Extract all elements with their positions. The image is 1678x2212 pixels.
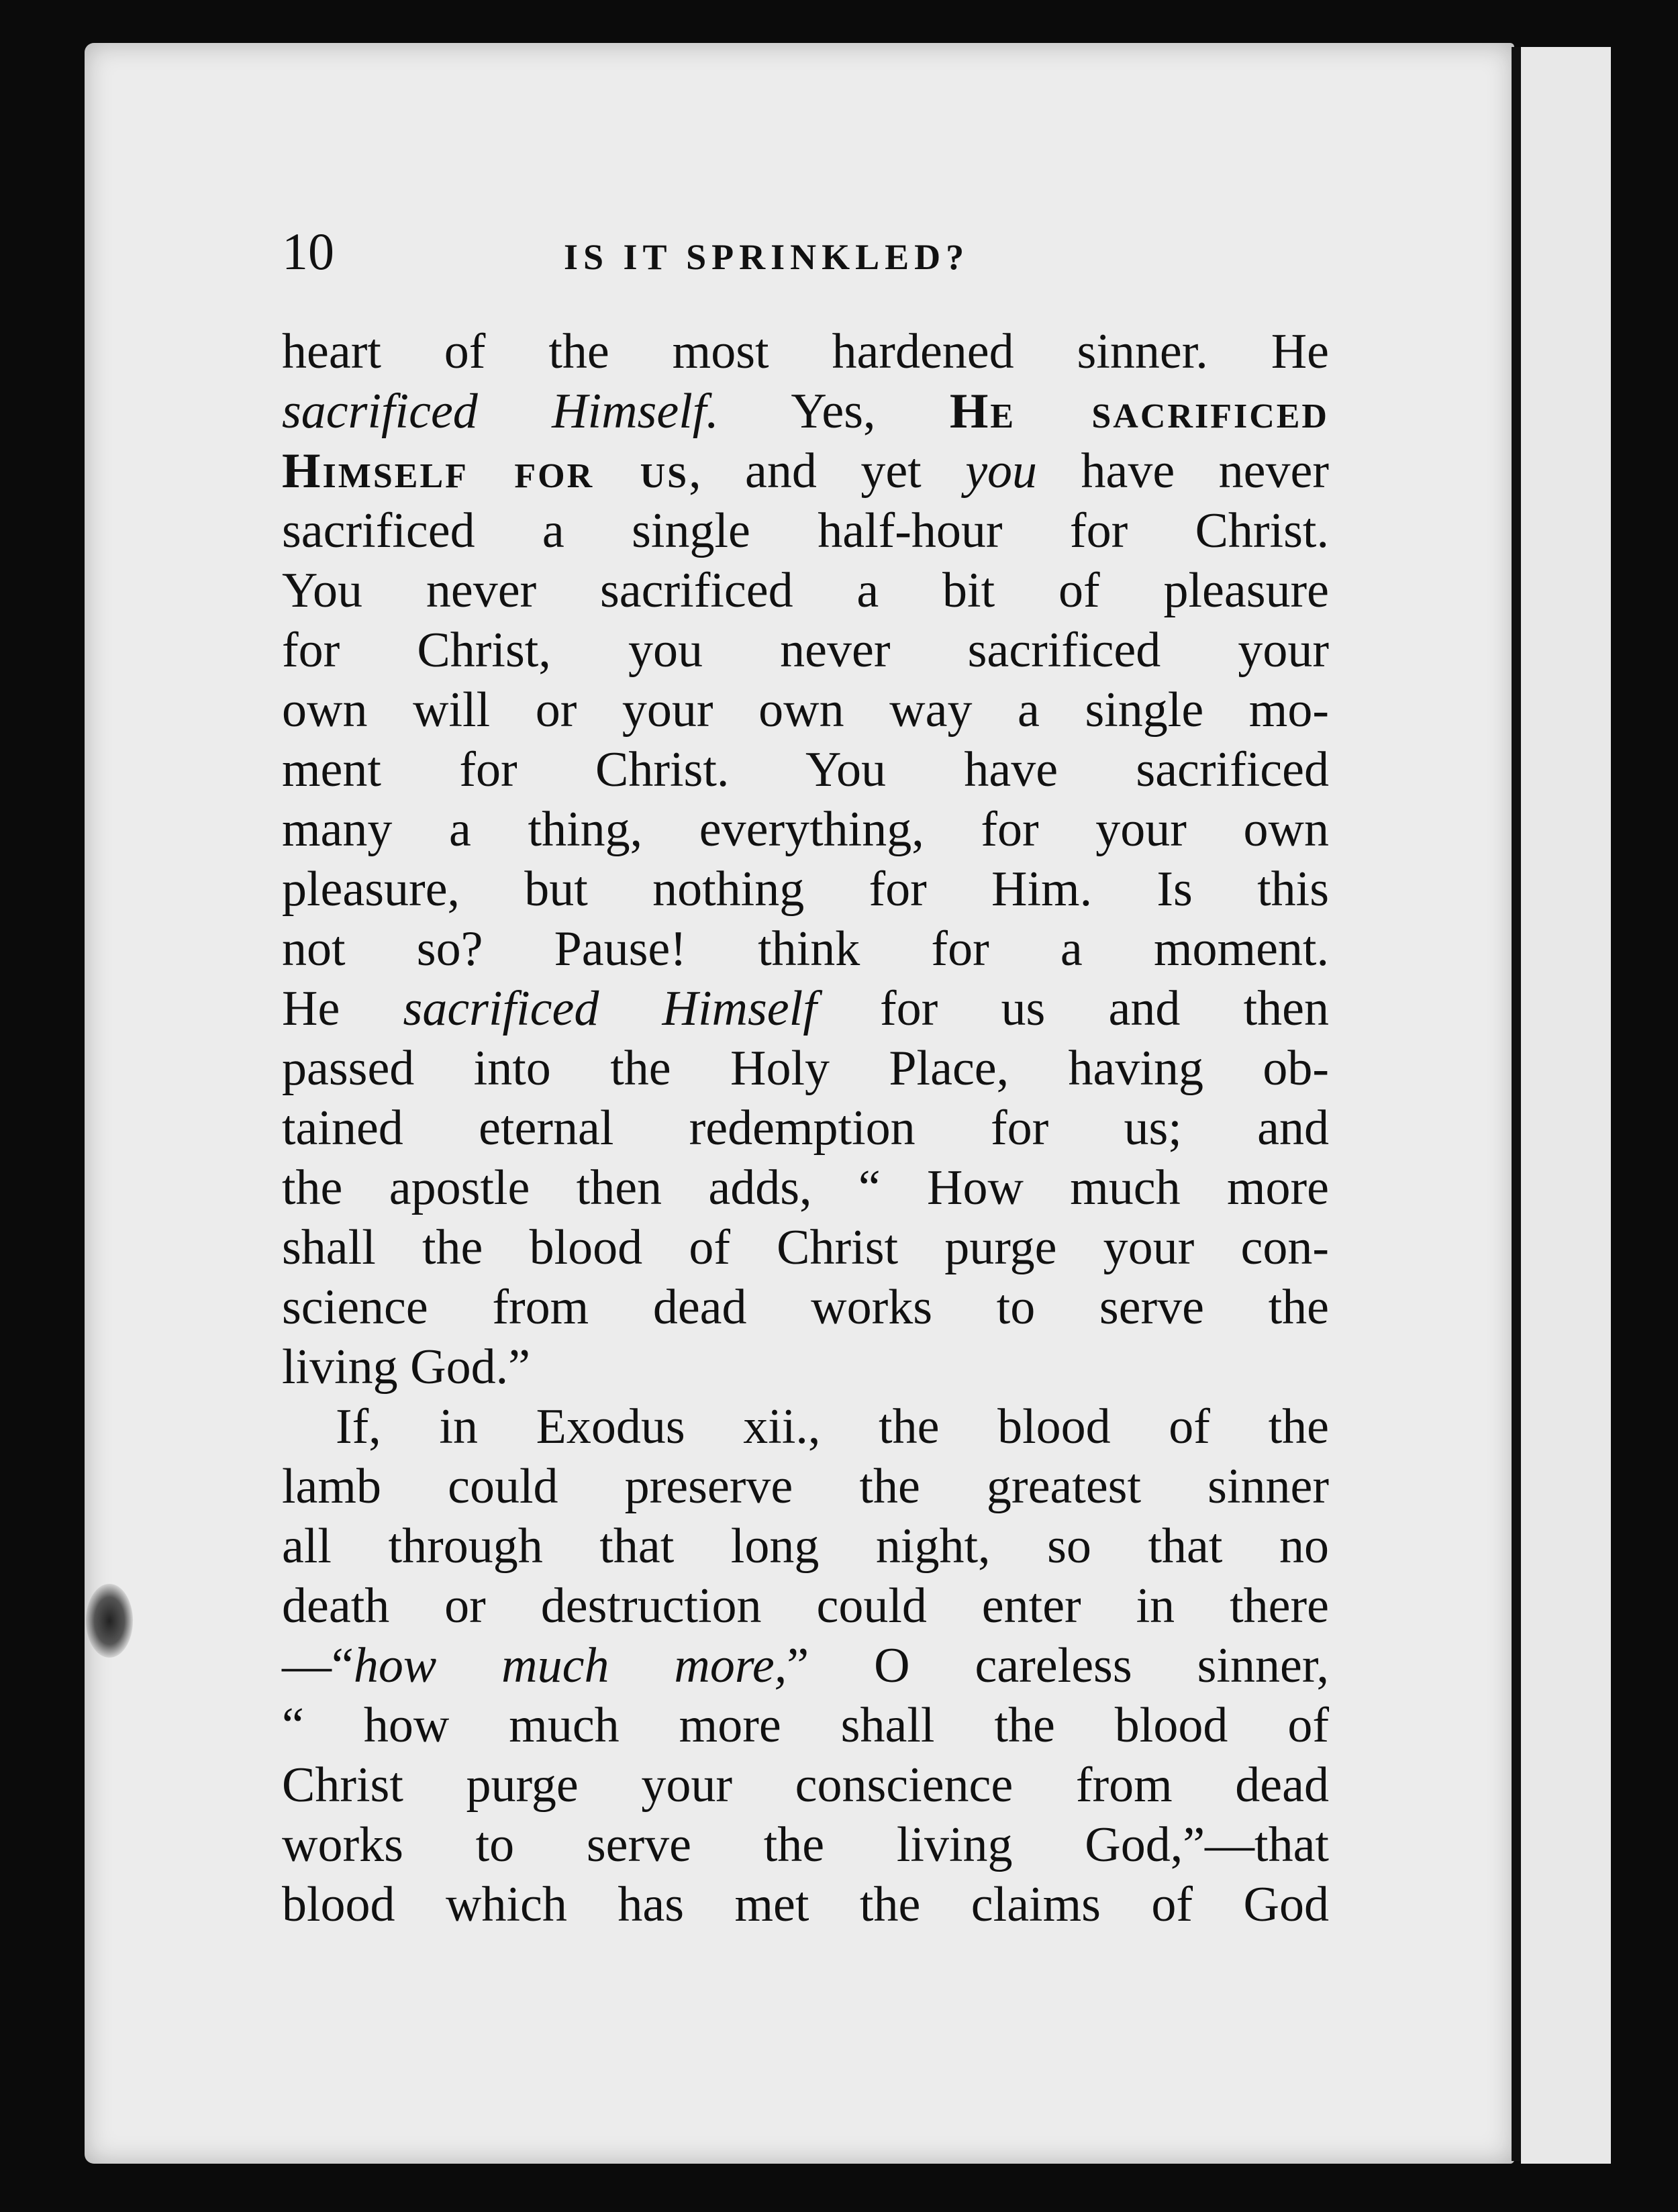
text-run: You never sacrificed a bit of pleasure (282, 563, 1329, 618)
text-run: tained eternal redemption for us; and (282, 1101, 1329, 1156)
text-run: science from dead works to serve the (282, 1280, 1329, 1335)
text-line (282, 979, 1329, 1039)
text-run: own will or your own way a single mo- (282, 683, 1329, 738)
text-run: have never (1037, 444, 1329, 499)
italic-text: sacrificed Himself. (282, 384, 719, 439)
text-run: shall the blood of Christ purge your con- (282, 1220, 1329, 1275)
text-line (282, 501, 1329, 561)
text-run: sacrificed a single half-hour for Christ. (282, 503, 1329, 558)
text-run: blood which has met the claims of God (282, 1877, 1329, 1932)
text-line (282, 1696, 1329, 1756)
text-line (282, 1278, 1329, 1338)
text-line (282, 1636, 1329, 1696)
text-run: all through that long night, so that no (282, 1519, 1329, 1574)
text-line (282, 1756, 1329, 1815)
text-run: lamb could preserve the greatest sinner (282, 1459, 1329, 1514)
text-line (282, 681, 1329, 740)
text-run: passed into the Holy Place, having ob- (282, 1041, 1329, 1096)
small-caps-text: Himself for us (282, 444, 689, 499)
text-run: works to serve the living God,”—that (282, 1817, 1329, 1872)
italic-text: sacrificed Himself (403, 981, 817, 1036)
text-line (282, 1218, 1329, 1278)
text-line (282, 740, 1329, 800)
text-run: ” O careless sinner, (787, 1638, 1329, 1693)
text-run: living God.” (282, 1340, 530, 1395)
text-line (282, 919, 1329, 979)
text-line (282, 561, 1329, 621)
page-header (282, 215, 1329, 289)
page-number: 10 (282, 222, 334, 281)
scan-border (1611, 0, 1678, 2212)
italic-text: you (965, 444, 1038, 499)
running-head: IS IT SPRINKLED? (564, 237, 970, 277)
small-caps-text: He sacrificed (949, 384, 1329, 439)
text-line (282, 322, 1329, 382)
italic-text: how much more, (353, 1638, 787, 1693)
text-line (282, 1099, 1329, 1158)
text-run: Yes, (718, 384, 950, 439)
text-run: many a thing, everything, for your own (282, 802, 1329, 857)
text-line (282, 442, 1329, 501)
text-line (282, 1158, 1329, 1218)
text-line (282, 1875, 1329, 1935)
ink-blot (86, 1584, 133, 1658)
text-run: for us and then (816, 981, 1329, 1036)
text-line (282, 382, 1329, 442)
text-line (282, 1815, 1329, 1875)
text-run: Christ purge your conscience from dead (282, 1758, 1329, 1813)
text-line (282, 860, 1329, 919)
text-line (282, 1457, 1329, 1517)
text-run: “ how much more shall the blood of (282, 1698, 1329, 1753)
text-run: pleasure, but nothing for Him. Is this (282, 862, 1329, 917)
body-text (282, 322, 1329, 1935)
text-run: death or destruction could enter in there (282, 1578, 1329, 1633)
text-run: He (282, 981, 403, 1036)
text-line (282, 800, 1329, 860)
text-run: the apostle then adds, “ How much more (282, 1160, 1329, 1215)
text-run: not so? Pause! think for a moment. (282, 921, 1329, 976)
text-run: , and yet (689, 444, 966, 499)
text-line (282, 1576, 1329, 1636)
text-run: heart of the most hardened sinner. He (282, 324, 1329, 379)
text-run: —“ (282, 1638, 354, 1693)
paragraph-first-line (282, 1397, 1329, 1457)
text-run: for Christ, you never sacrificed your (282, 623, 1329, 678)
text-line (282, 1517, 1329, 1576)
text-line (282, 621, 1329, 681)
text-run: ment for Christ. You have sacrificed (282, 742, 1329, 797)
text-line (282, 1338, 1329, 1397)
page-gutter (1512, 47, 1521, 2161)
text-run: If, in Exodus xii., the blood of the (336, 1399, 1329, 1454)
text-line (282, 1039, 1329, 1099)
